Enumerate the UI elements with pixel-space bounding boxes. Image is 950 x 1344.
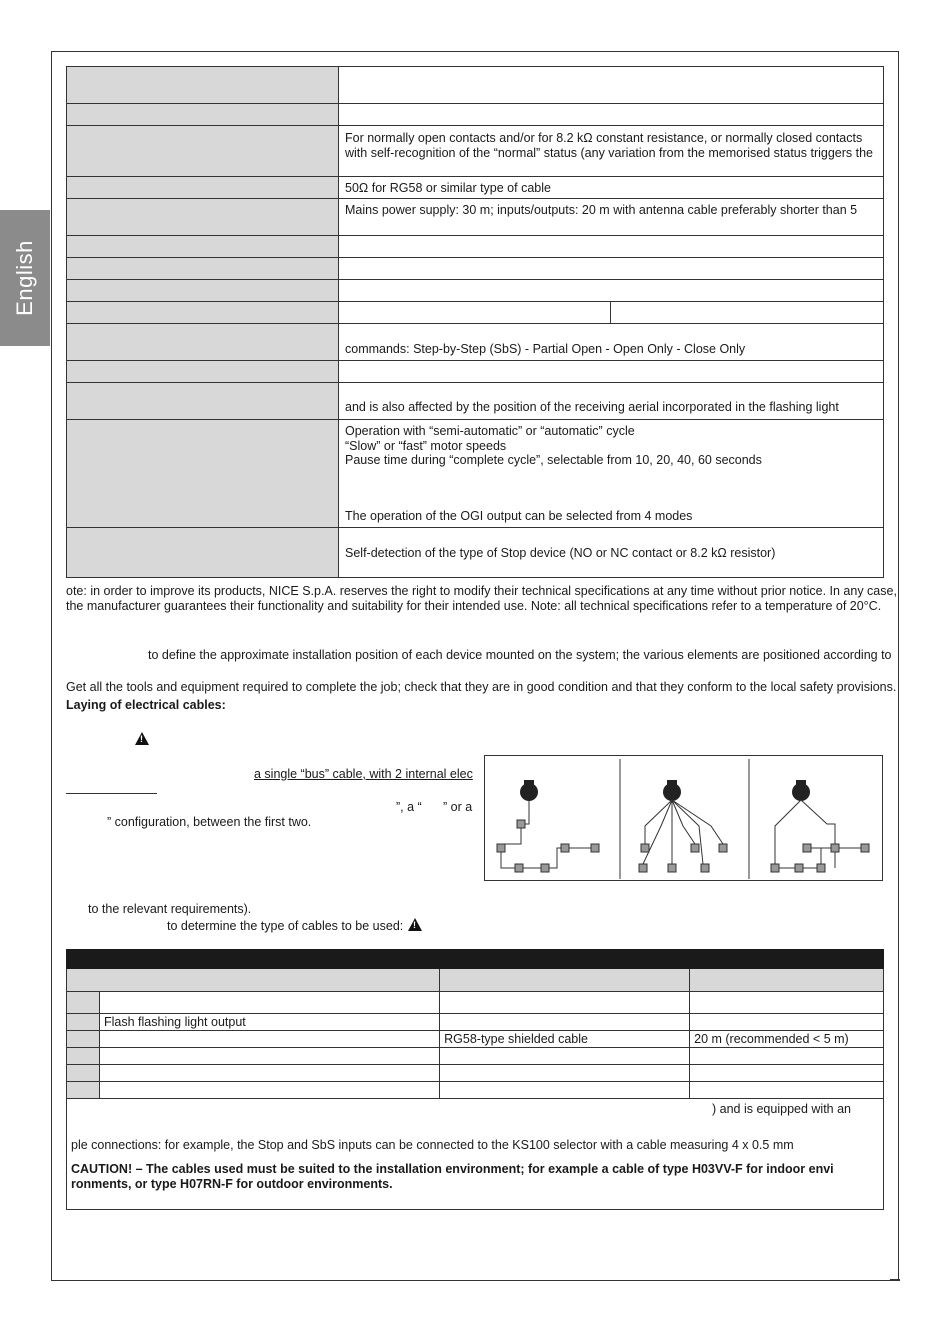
- spec-text: The operation of the OGI output can be selected from 4 modes: [345, 508, 693, 523]
- spec-text: “Slow” or “fast” motor speeds: [345, 438, 507, 453]
- body-text: to determine the type of cables to be used:: [167, 919, 404, 933]
- star-configuration: [639, 780, 727, 872]
- spec-text: with self-recognition of the “normal” status (any variation from the memorised status triggers the: [345, 145, 873, 160]
- language-tab-label: English: [12, 240, 37, 316]
- cable-cell: [440, 1082, 690, 1099]
- body-text: ” configuration, between the first two.: [107, 815, 312, 829]
- spec-row: [67, 258, 884, 280]
- section-heading: Laying of electrical cables:: [66, 698, 226, 712]
- cables-table-title: [67, 950, 884, 969]
- spec-row: [67, 302, 884, 324]
- note-text: ote: in order to improve its products, NICE S.p.A. reserves the right to modify their technical specifications at any time without prior notice. In any case,: [66, 584, 897, 598]
- spec-row: [67, 528, 884, 578]
- text-underline: [66, 793, 157, 794]
- cable-cell: RG58-type shielded cable: [440, 1031, 690, 1048]
- connection-cell: [100, 1082, 440, 1099]
- spec-row: [67, 236, 884, 258]
- spec-text: and is also affected by the position of the receiving aerial incorporated in the flashing light: [345, 400, 839, 414]
- length-cell: 20 m (recommended < 5 m): [690, 1031, 884, 1048]
- caution-text: ronments, or type H07RN-F for outdoor environments.: [71, 1177, 393, 1191]
- cable-cell: [440, 1014, 690, 1031]
- spec-text: Operation with “semi-automatic” or “automatic” cycle: [345, 424, 635, 438]
- table-row: [67, 1082, 884, 1099]
- warning-triangle-icon: [408, 918, 422, 931]
- cables-table-notes: [67, 1099, 884, 1210]
- cable-cell: [440, 992, 690, 1014]
- connection-cell: [100, 1065, 440, 1082]
- body-paragraph: Get all the tools and equipment required to complete the job; check that they are in good condition and that they conform to the local safety provisions.: [66, 680, 897, 694]
- body-text: ” or a: [443, 800, 473, 814]
- table-row: [67, 992, 884, 1014]
- note-text: the manufacturer guarantees their functionality and suitability for their intended use. Note: all technical specifications refer to a temperature of 20°C.: [66, 599, 882, 613]
- length-cell: [690, 992, 884, 1014]
- note-text: ple connections: for example, the Stop and SbS inputs can be connected to the KS100 selector with a cable measuring 4 x 0.5 mm: [71, 1138, 794, 1152]
- length-cell: [690, 1065, 884, 1082]
- language-tab: [0, 210, 50, 346]
- cables-table-header: [67, 969, 884, 992]
- spec-text: commands: Step-by-Step (SbS) - Partial Open - Open Only - Close Only: [345, 342, 746, 356]
- length-cell: [690, 1048, 884, 1065]
- cable-cell: [440, 1048, 690, 1065]
- mixed-configuration: [771, 780, 869, 872]
- spec-row: [67, 126, 884, 177]
- connection-cell: Flash flashing light output: [100, 1014, 440, 1031]
- frame-mark: [890, 1279, 900, 1281]
- body-text: ”, a “: [396, 800, 422, 814]
- diagram-drawing: [485, 756, 884, 882]
- body-paragraph: to define the approximate installation position of each device mounted on the system; the various elements are positioned according to: [148, 648, 892, 662]
- warning-triangle-icon: [135, 732, 149, 745]
- specifications-table: [66, 66, 884, 578]
- table-row: [67, 1014, 884, 1031]
- spec-text: 50Ω for RG58 or similar type of cable: [345, 181, 551, 195]
- table-row: [67, 1031, 884, 1048]
- caution-text: CAUTION! – The cables used must be suited to the installation environment; for example a cable of type H03VV-F for indoor envi: [71, 1162, 834, 1176]
- connection-cell: [100, 992, 440, 1014]
- spec-row: [67, 324, 884, 361]
- spec-row: [67, 177, 884, 199]
- length-cell: [690, 1014, 884, 1031]
- cable-cell: [440, 1065, 690, 1082]
- chain-configuration: [497, 780, 599, 872]
- spec-text: For normally open contacts and/or for 8.2 kΩ constant resistance, or normally closed contacts: [345, 131, 863, 145]
- body-text: to the relevant requirements).: [88, 902, 252, 916]
- spec-row: [67, 199, 884, 236]
- table-row: [67, 1048, 884, 1065]
- spec-row: [67, 67, 884, 104]
- spec-text: Mains power supply: 30 m; inputs/outputs: 20 m with antenna cable preferably shorter than 5: [345, 203, 858, 217]
- spec-row: [67, 420, 884, 528]
- connection-cell: [100, 1031, 440, 1048]
- cell-divider: [610, 302, 611, 323]
- spec-row: [67, 361, 884, 383]
- spec-row: [67, 280, 884, 302]
- spec-row: [67, 383, 884, 420]
- spec-row: [67, 104, 884, 126]
- split-cell: [339, 302, 883, 323]
- cables-table: [66, 949, 884, 1210]
- table-row: [67, 1065, 884, 1082]
- length-cell: [690, 1082, 884, 1099]
- connection-diagram: [484, 755, 883, 881]
- spec-text: Pause time during “complete cycle”, selectable from 10, 20, 40, 60 seconds: [345, 453, 762, 467]
- note-text: ) and is equipped with an: [712, 1102, 851, 1116]
- spec-text: Self-detection of the type of Stop device (NO or NC contact or 8.2 kΩ resistor): [345, 546, 776, 560]
- body-text: a single “bus” cable, with 2 internal elec: [254, 767, 473, 781]
- connection-cell: [100, 1048, 440, 1065]
